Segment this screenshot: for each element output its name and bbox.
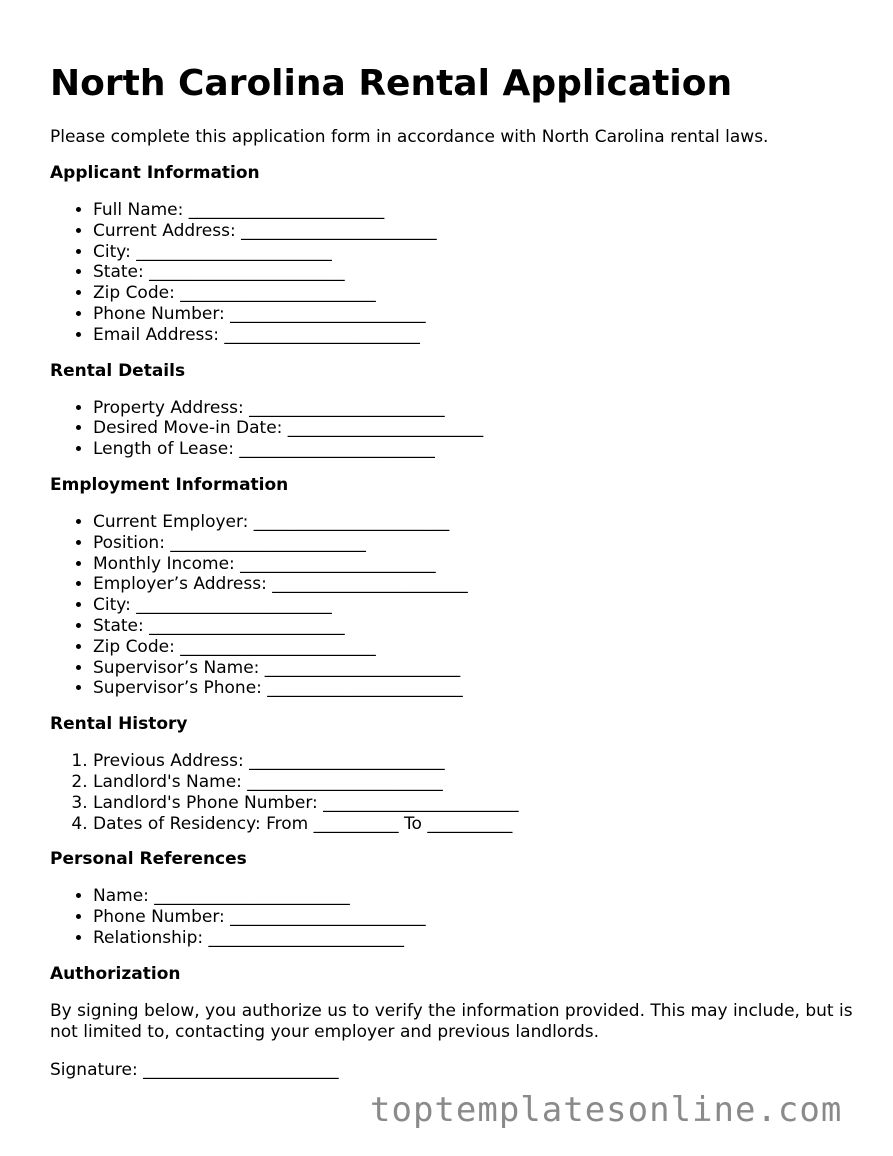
- watermark-text: toptemplatesonline.com: [370, 1090, 843, 1130]
- authorization-heading: Authorization: [50, 963, 181, 984]
- signature-field: Signature: _______________________: [50, 1059, 339, 1080]
- applicant-zip-field: • Zip Code: _______________________: [93, 283, 870, 304]
- residency-dates-field: 4. Dates of Residency: From __________ To __________: [93, 814, 870, 835]
- reference-name-field: • Name: _______________________: [93, 886, 870, 907]
- rental-history-fields: [50, 751, 870, 834]
- employment-heading: Employment Information: [50, 474, 289, 495]
- applicant-fields: [50, 200, 870, 346]
- employer-city-field: • City: _______________________: [93, 595, 870, 616]
- rental-history-heading: Rental History: [50, 714, 188, 735]
- applicant-email-field: • Email Address: _______________________: [93, 325, 870, 346]
- employer-state-field: • State: _______________________: [93, 616, 870, 637]
- page-title: North Carolina Rental Application: [50, 63, 733, 104]
- references-heading: Personal References: [50, 849, 247, 870]
- property-address-field: • Property Address: _______________________: [93, 398, 870, 419]
- monthly-income-field: • Monthly Income: _______________________: [93, 554, 870, 575]
- applicant-state-field: • State: _______________________: [93, 262, 870, 283]
- reference-relationship-field: • Relationship: _______________________: [93, 928, 870, 949]
- applicant-city-field: • City: _______________________: [93, 242, 870, 263]
- applicant-heading: Applicant Information: [50, 163, 260, 183]
- intro-text: Please complete this application form in accordance with North Carolina rental laws.: [50, 127, 769, 147]
- employer-zip-field: • Zip Code: _______________________: [93, 637, 870, 658]
- rental-application-document: [50, 58, 870, 1081]
- references-fields: [50, 886, 870, 948]
- current-employer-field: • Current Employer: _______________________: [93, 512, 870, 533]
- lease-length-field: • Length of Lease: _______________________: [93, 439, 870, 460]
- supervisor-name-field: • Supervisor’s Name: _______________________: [93, 658, 870, 679]
- employment-fields: [50, 512, 870, 699]
- supervisor-phone-field: • Supervisor’s Phone: _______________________: [93, 678, 870, 699]
- reference-phone-field: • Phone Number: _______________________: [93, 907, 870, 928]
- rental-details-fields: [50, 398, 870, 460]
- authorization-text: By signing below, you authorize us to verify the information provided. This may include, but is not limited to, contacting your employer and previous landlords.: [50, 1000, 853, 1042]
- landlord-phone-field: 3. Landlord's Phone Number: _______________________: [93, 793, 870, 814]
- landlord-name-field: 2. Landlord's Name: _______________________: [93, 772, 870, 793]
- applicant-full-name-field: • Full Name: _______________________: [93, 200, 870, 221]
- position-field: • Position: _______________________: [93, 533, 870, 554]
- employer-address-field: • Employer’s Address: _______________________: [93, 574, 870, 595]
- previous-address-field: 1. Previous Address: _______________________: [93, 751, 870, 772]
- move-in-date-field: • Desired Move-in Date: _______________________: [93, 418, 870, 439]
- rental-details-heading: Rental Details: [50, 360, 186, 381]
- applicant-phone-field: • Phone Number: _______________________: [93, 304, 870, 325]
- applicant-current-address-field: • Current Address: _______________________: [93, 221, 870, 242]
